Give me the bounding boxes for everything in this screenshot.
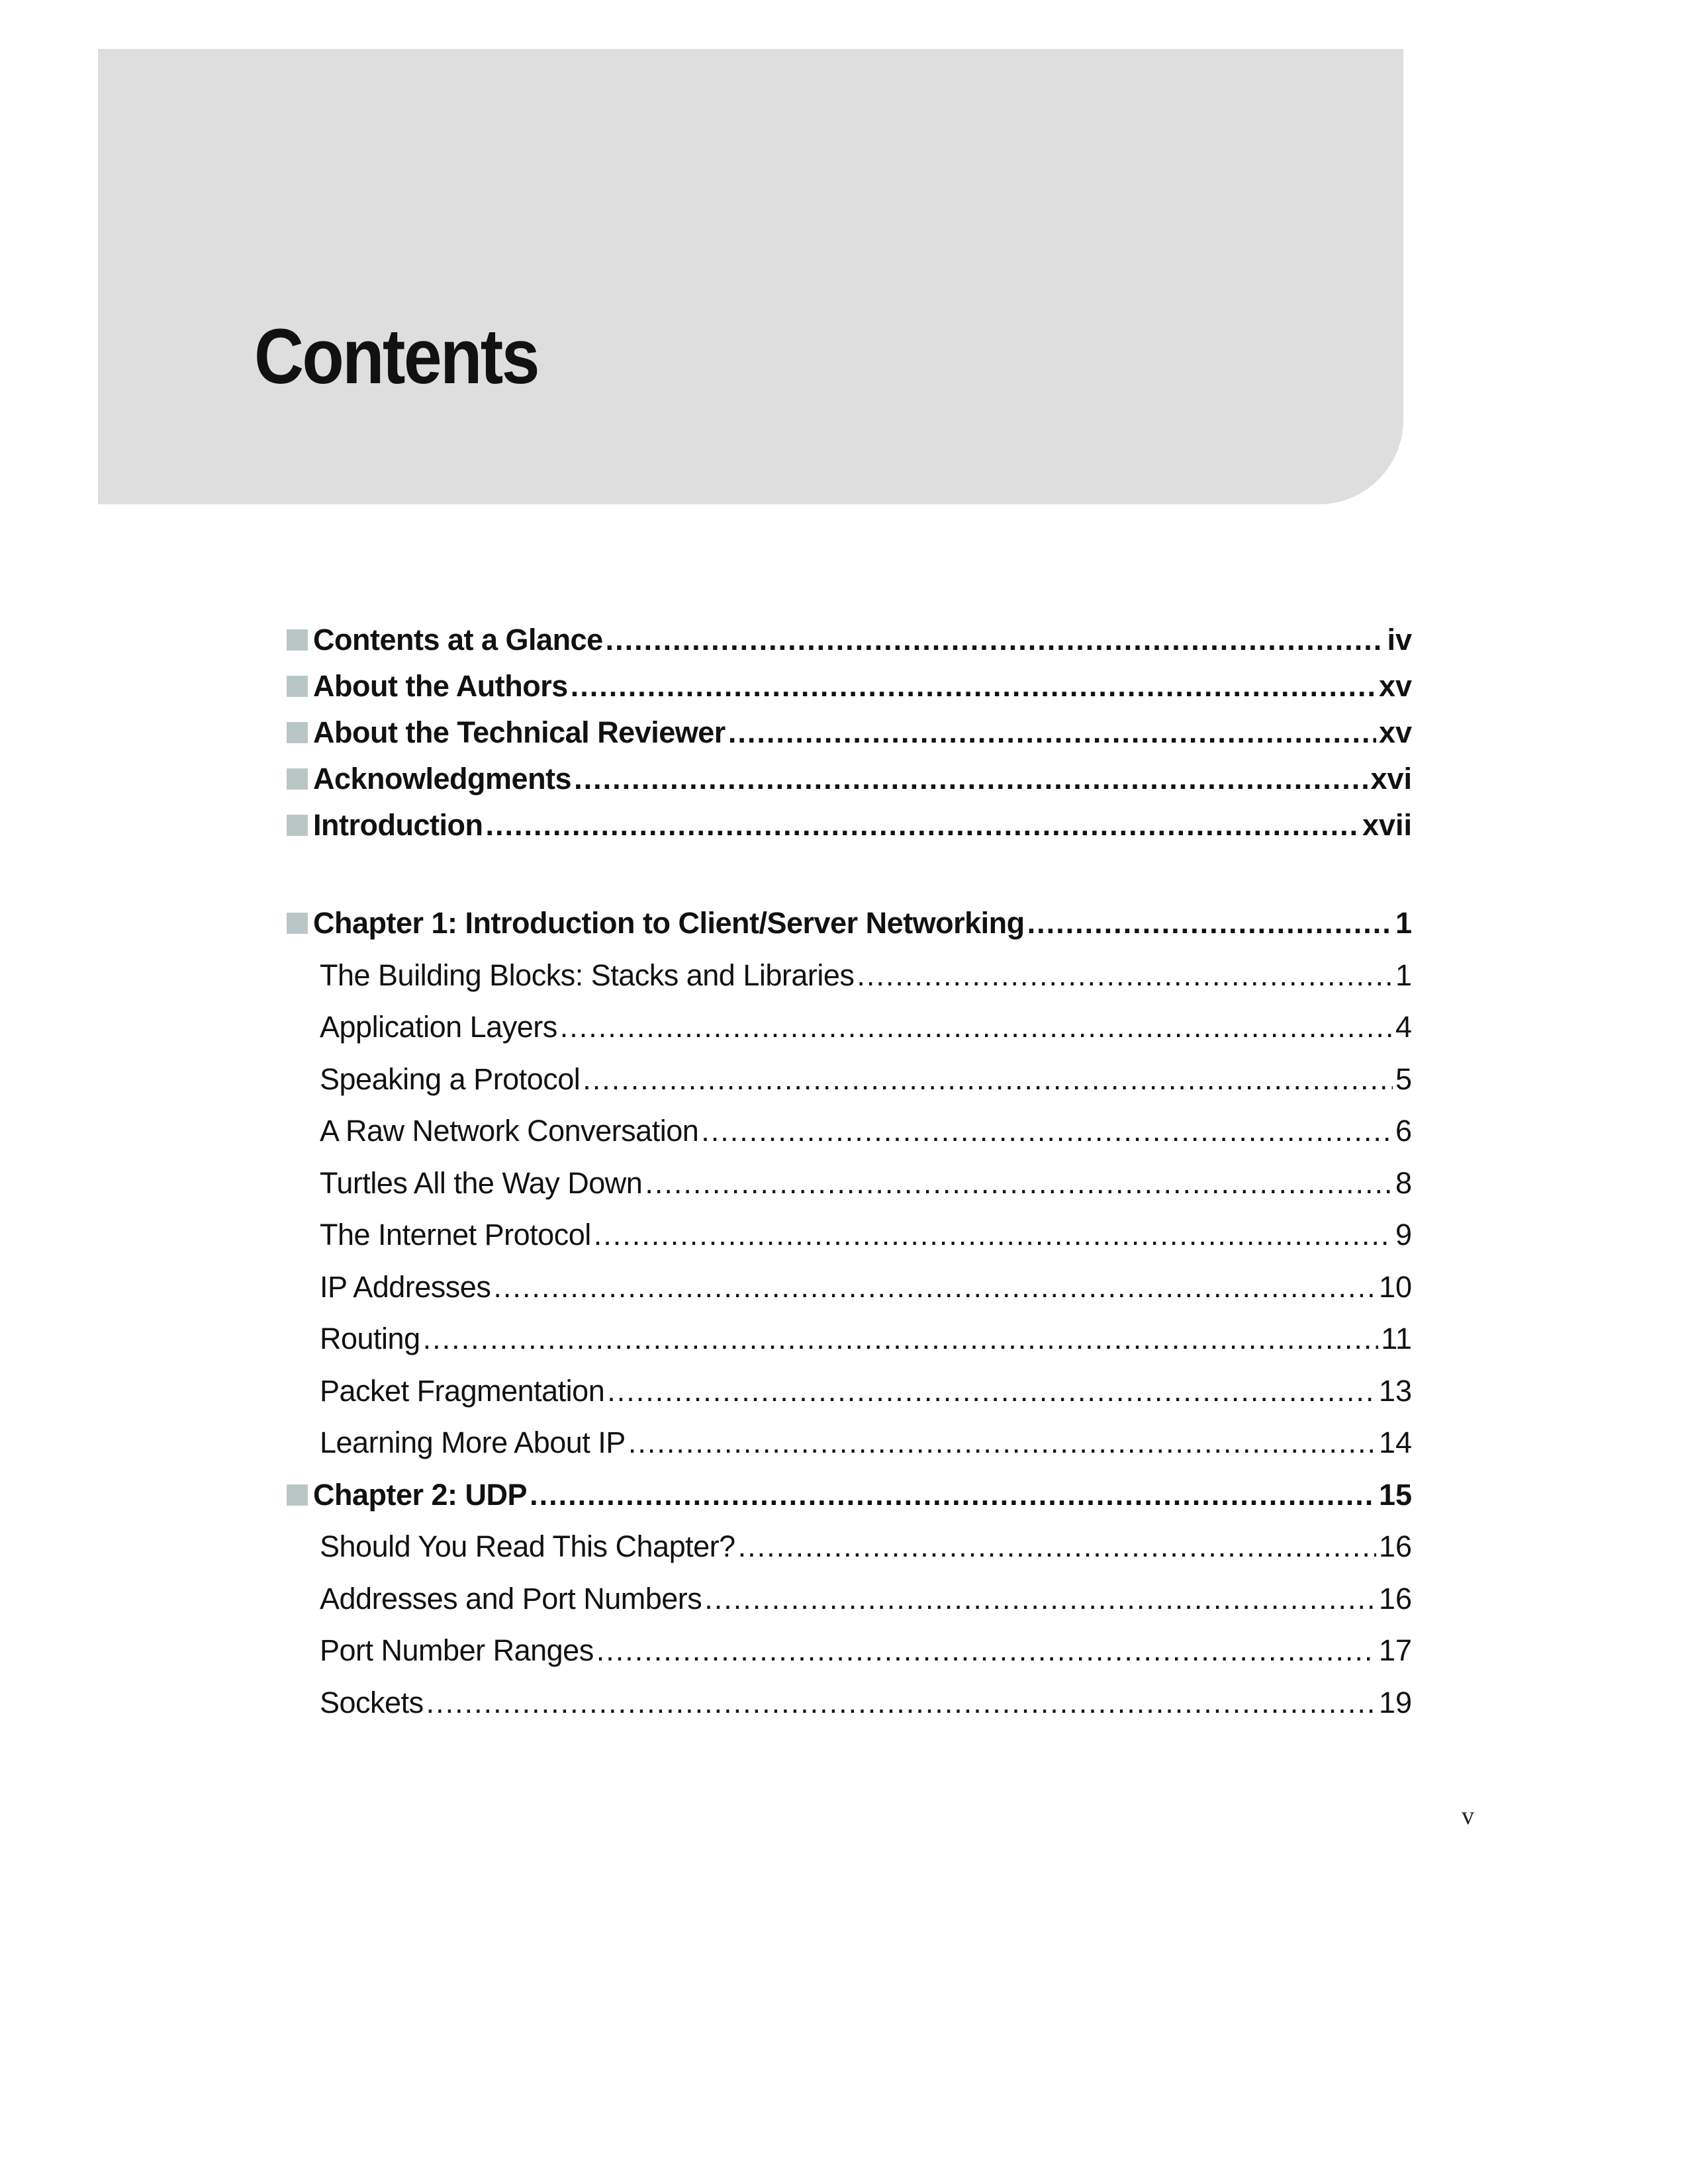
toc-entry-title: Learning More About IP xyxy=(320,1426,626,1459)
toc-entry-page: 4 xyxy=(1395,1010,1412,1044)
toc-entry-page: 6 xyxy=(1395,1114,1412,1148)
toc-entry-chapter-2[interactable] xyxy=(287,1469,1412,1522)
toc-section-entry[interactable] xyxy=(287,1625,1412,1677)
toc-entry-page: iv xyxy=(1387,623,1412,657)
dot-leader xyxy=(701,1105,1393,1158)
toc-entry-page: 9 xyxy=(1395,1218,1412,1251)
toc-section-entry[interactable] xyxy=(287,1054,1412,1106)
dot-leader xyxy=(606,617,1385,663)
table-of-contents xyxy=(287,617,1412,1729)
dot-leader xyxy=(645,1158,1393,1210)
toc-entry-about-the-authors[interactable] xyxy=(287,663,1412,709)
dot-leader xyxy=(738,1521,1376,1573)
toc-section-entry[interactable] xyxy=(287,1001,1412,1054)
toc-entry-about-the-technical-reviewer[interactable] xyxy=(287,709,1412,756)
toc-entry-page: 10 xyxy=(1378,1269,1412,1304)
toc-entry-page: 16 xyxy=(1378,1529,1412,1563)
toc-entry-page: xvii xyxy=(1362,808,1412,842)
dot-leader xyxy=(857,950,1393,1002)
toc-entry-introduction[interactable] xyxy=(287,802,1412,848)
toc-entry-title: Application Layers xyxy=(320,1010,557,1044)
dot-leader xyxy=(571,663,1376,709)
dot-leader xyxy=(583,1054,1393,1106)
toc-section-entry[interactable] xyxy=(287,950,1412,1002)
dot-leader xyxy=(530,1469,1376,1522)
page-title: Contents xyxy=(254,313,538,400)
toc-section-entry[interactable] xyxy=(287,1313,1412,1365)
toc-entry-title: Introduction xyxy=(313,808,483,842)
bullet-square-icon xyxy=(287,768,308,790)
toc-entry-title: Routing xyxy=(320,1322,420,1355)
toc-entry-page: xvi xyxy=(1370,762,1412,796)
toc-entry-title: Turtles All the Way Down xyxy=(320,1165,643,1200)
toc-entry-title: Chapter 1: Introduction to Client/Server Networking xyxy=(313,906,1025,940)
dot-leader xyxy=(594,1209,1393,1261)
toc-entry-page: 5 xyxy=(1395,1062,1412,1096)
toc-section-entry[interactable] xyxy=(287,1677,1412,1729)
toc-entry-title: Sockets xyxy=(320,1685,424,1719)
toc-entry-title: The Building Blocks: Stacks and Libraries xyxy=(320,958,855,992)
toc-entry-page: 14 xyxy=(1378,1426,1412,1459)
bullet-square-icon xyxy=(287,913,308,934)
dot-leader xyxy=(607,1365,1376,1418)
toc-entry-page: xv xyxy=(1378,715,1412,749)
toc-section-entry[interactable] xyxy=(287,1417,1412,1469)
toc-entry-title: IP Addresses xyxy=(320,1269,491,1304)
toc-entry-page: 16 xyxy=(1378,1581,1412,1615)
toc-section-entry[interactable] xyxy=(287,1105,1412,1158)
dot-leader xyxy=(574,756,1368,802)
dot-leader xyxy=(596,1625,1376,1677)
dot-leader xyxy=(728,709,1376,756)
dot-leader xyxy=(628,1417,1376,1469)
bullet-square-icon xyxy=(287,1484,308,1506)
toc-entry-title: Port Number Ranges xyxy=(320,1633,594,1667)
toc-entry-page: 15 xyxy=(1378,1477,1412,1512)
toc-section-entry[interactable] xyxy=(287,1261,1412,1314)
toc-entry-contents-at-a-glance[interactable] xyxy=(287,617,1412,663)
toc-entry-title: Chapter 2: UDP xyxy=(313,1477,528,1512)
dot-leader xyxy=(426,1677,1376,1729)
dot-leader xyxy=(1027,897,1393,950)
toc-entry-title: Addresses and Port Numbers xyxy=(320,1581,702,1615)
toc-entry-title: Acknowledgments xyxy=(313,762,572,796)
page-number: v xyxy=(1462,1802,1474,1830)
toc-entry-title: Speaking a Protocol xyxy=(320,1062,581,1096)
dot-leader xyxy=(485,802,1359,848)
dot-leader xyxy=(423,1313,1379,1365)
toc-entry-title: About the Authors xyxy=(313,669,568,703)
toc-entry-chapter-1[interactable] xyxy=(287,897,1412,950)
toc-section-entry[interactable] xyxy=(287,1365,1412,1418)
toc-section-entry[interactable] xyxy=(287,1573,1412,1625)
toc-entry-title: Should You Read This Chapter? xyxy=(320,1529,735,1563)
toc-entry-page: 13 xyxy=(1378,1373,1412,1408)
toc-section-entry[interactable] xyxy=(287,1209,1412,1261)
header-band xyxy=(98,49,1403,504)
dot-leader xyxy=(560,1001,1393,1054)
bullet-square-icon xyxy=(287,629,308,651)
toc-section-entry[interactable] xyxy=(287,1521,1412,1573)
toc-entry-title: Packet Fragmentation xyxy=(320,1373,605,1408)
dot-leader xyxy=(704,1573,1376,1625)
toc-entry-page: 11 xyxy=(1381,1322,1412,1355)
dot-leader xyxy=(493,1261,1376,1314)
toc-entry-page: 1 xyxy=(1395,958,1412,992)
bullet-square-icon xyxy=(287,815,308,836)
toc-entry-title: A Raw Network Conversation xyxy=(320,1114,699,1148)
toc-entry-title: The Internet Protocol xyxy=(320,1218,591,1251)
toc-entry-page: 19 xyxy=(1378,1685,1412,1719)
toc-entry-page: 8 xyxy=(1395,1165,1412,1200)
toc-entry-acknowledgments[interactable] xyxy=(287,756,1412,802)
toc-entry-page: 1 xyxy=(1395,906,1412,940)
toc-entry-page: 17 xyxy=(1378,1633,1412,1667)
toc-entry-title: About the Technical Reviewer xyxy=(313,715,726,749)
bullet-square-icon xyxy=(287,722,308,743)
toc-entry-title: Contents at a Glance xyxy=(313,623,603,657)
toc-section-entry[interactable] xyxy=(287,1158,1412,1210)
bullet-square-icon xyxy=(287,676,308,697)
toc-entry-page: xv xyxy=(1378,669,1412,703)
